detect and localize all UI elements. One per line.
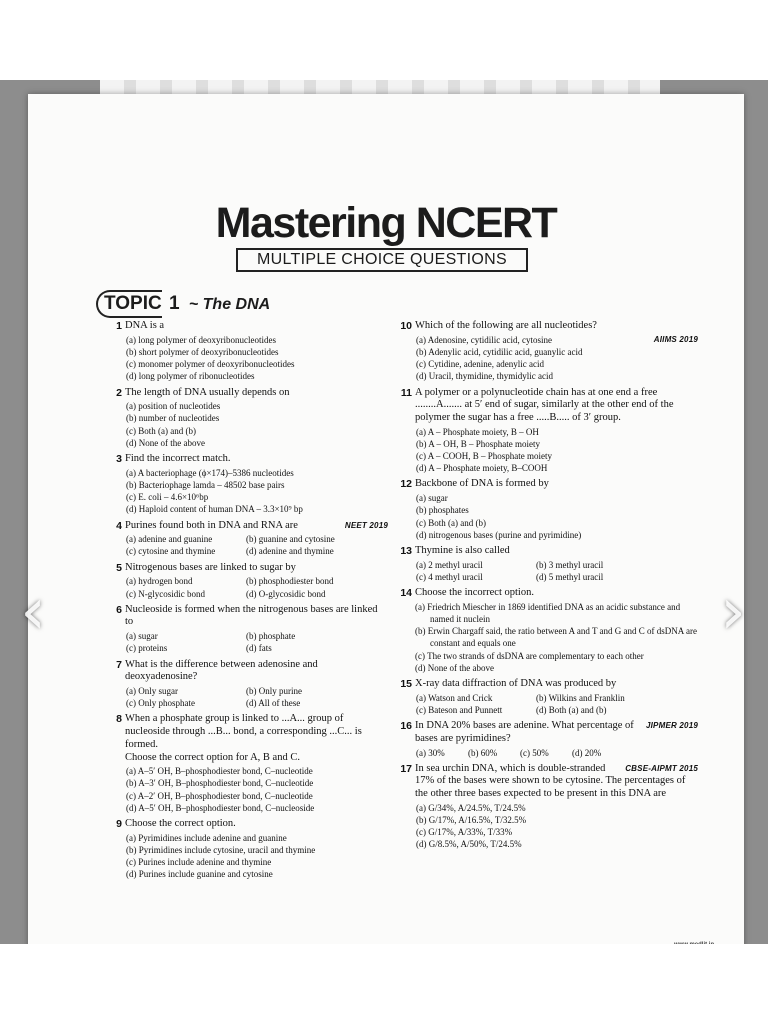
question-stem: Purines found both in DNA and RNA are bbox=[125, 519, 298, 531]
option[interactable]: (c) Only phosphate bbox=[126, 698, 195, 709]
option-text: (d) G/8.5%, A/50%, T/24.5% bbox=[416, 839, 522, 850]
question-text bbox=[125, 713, 388, 751]
question-7 bbox=[108, 659, 388, 710]
question-stem: Choose the incorrect option. bbox=[415, 587, 534, 599]
option[interactable] bbox=[415, 346, 698, 358]
question-number: 2 bbox=[116, 386, 122, 399]
question-number: 10 bbox=[400, 320, 412, 332]
options bbox=[415, 559, 698, 583]
option-row bbox=[415, 747, 698, 759]
topic-name: ~ The DNA bbox=[188, 296, 271, 313]
question-text bbox=[125, 562, 388, 575]
option-text: (c) Both (a) and (b) bbox=[126, 425, 196, 436]
question-number: 7 bbox=[116, 658, 122, 671]
question-text bbox=[125, 320, 388, 333]
option[interactable]: (b) phosphodiester bond bbox=[246, 576, 334, 587]
question-text bbox=[125, 659, 388, 684]
question-text bbox=[125, 604, 388, 629]
page-subtitle: MULTIPLE CHOICE QUESTIONS bbox=[236, 248, 528, 272]
question-6 bbox=[108, 604, 388, 655]
topic-heading bbox=[96, 290, 270, 318]
option-text: (b) A–3′ OH, B–phosphodiester bond, C–nucleotide bbox=[126, 778, 314, 789]
option[interactable] bbox=[415, 492, 698, 504]
question-5 bbox=[108, 562, 388, 600]
option-text: (a) Friedrich Miescher in 1869 identified DNA as an acidic substance and named it nuclein bbox=[415, 601, 681, 624]
options bbox=[125, 334, 388, 383]
question-stem: When a phosphate group is linked to ...A... group of nucleoside through ...B... bond, a corresponding ...C... is formed. bbox=[125, 713, 362, 750]
option[interactable]: (d) adenine and thymine bbox=[246, 546, 334, 557]
option-text: (a) A bacteriophage (ϕ×174)–5386 nucleotides bbox=[126, 467, 294, 478]
option[interactable]: (a) Only sugar bbox=[126, 685, 178, 696]
option-row bbox=[415, 704, 698, 716]
question-stem: DNA is a bbox=[125, 320, 165, 331]
option[interactable]: (b) phosphate bbox=[246, 631, 296, 642]
option[interactable]: (d) 5 methyl uracil bbox=[536, 571, 604, 582]
option[interactable] bbox=[415, 814, 698, 826]
option[interactable] bbox=[415, 625, 698, 649]
question-number: 14 bbox=[400, 587, 412, 600]
exam-tag: NEET 2019 bbox=[344, 520, 388, 530]
exam-tag: CBSE-AIPMT 2015 bbox=[625, 763, 698, 773]
question-text bbox=[415, 387, 698, 425]
option-text: (a) sugar bbox=[416, 493, 448, 504]
question-text bbox=[415, 678, 698, 691]
question-2 bbox=[108, 387, 388, 450]
option-text: (c) Purines include adenine and thymine bbox=[126, 857, 272, 868]
option-row bbox=[415, 571, 698, 583]
question-text bbox=[125, 520, 388, 533]
options bbox=[125, 467, 388, 516]
options bbox=[415, 747, 698, 759]
option[interactable]: (d) O-glycosidic bond bbox=[246, 588, 326, 599]
question-number: 3 bbox=[116, 453, 122, 466]
option-text: (d) None of the above bbox=[415, 662, 494, 673]
question-text bbox=[415, 320, 698, 333]
question-text bbox=[125, 387, 388, 400]
options bbox=[125, 832, 388, 881]
question-stem: Nitrogenous bases are linked to sugar by bbox=[125, 561, 296, 573]
option[interactable] bbox=[415, 802, 698, 814]
option[interactable] bbox=[415, 529, 698, 541]
option[interactable]: (c) Bateson and Punnett bbox=[416, 704, 503, 715]
option[interactable]: (c) proteins bbox=[126, 643, 168, 654]
option[interactable] bbox=[415, 517, 698, 529]
option[interactable] bbox=[125, 856, 388, 868]
option-text: (b) number of nucleotides bbox=[126, 413, 220, 424]
question-number: 8 bbox=[116, 713, 122, 726]
option-row bbox=[125, 545, 388, 557]
option[interactable] bbox=[125, 412, 388, 424]
option-text: (d) Purines include guanine and cytosine bbox=[126, 869, 273, 880]
option[interactable] bbox=[125, 467, 388, 479]
question-stem: Nucleoside is formed when the nitrogenous bases are linked to bbox=[125, 603, 378, 628]
option-text: (d) None of the above bbox=[126, 437, 205, 448]
option-row bbox=[125, 697, 388, 709]
question-number: 17 bbox=[400, 762, 412, 775]
options bbox=[415, 692, 698, 716]
option-text: (b) short polymer of deoxyribonucleotides bbox=[126, 346, 279, 357]
exam-tag: JIPMER 2019 bbox=[645, 721, 698, 731]
option[interactable]: (b) 60% bbox=[468, 747, 498, 758]
option-text: (a) Pyrimidines include adenine and guanine bbox=[126, 832, 287, 843]
option-row bbox=[125, 533, 388, 545]
option-text: (b) Bacteriophage lamda – 48502 base pairs bbox=[126, 479, 285, 490]
option[interactable] bbox=[415, 334, 698, 346]
option[interactable] bbox=[415, 650, 698, 662]
option-text: (a) A – Phosphate moiety, B – OH bbox=[416, 426, 539, 437]
question-number: 5 bbox=[116, 561, 122, 574]
options bbox=[125, 575, 388, 599]
question-number: 6 bbox=[116, 603, 122, 616]
option[interactable] bbox=[415, 462, 698, 474]
question-stem: Choose the correct option. bbox=[125, 818, 236, 830]
option-row bbox=[125, 588, 388, 600]
question-number: 1 bbox=[116, 320, 122, 332]
option[interactable]: (d) All of these bbox=[246, 698, 301, 709]
top-bar bbox=[0, 0, 768, 80]
question-4 bbox=[108, 520, 388, 558]
option[interactable] bbox=[415, 358, 698, 370]
option[interactable]: (d) fats bbox=[246, 643, 272, 654]
questions-right-column bbox=[398, 320, 698, 855]
question-stem: In DNA 20% bases are adenine. What percentage of bases are pyrimidines? bbox=[415, 720, 634, 744]
question-text bbox=[415, 720, 698, 745]
option-text: (d) A – Phosphate moiety, B–COOH bbox=[416, 463, 548, 474]
question-text bbox=[125, 453, 388, 466]
document-viewer[interactable] bbox=[0, 80, 768, 944]
option-text: (d) long polymer of ribonucleotides bbox=[126, 371, 255, 382]
option-row bbox=[125, 575, 388, 587]
question-instruction: Choose the correct option for A, B and C. bbox=[125, 751, 300, 763]
option-text: (c) Cytidine, adenine, adenylic acid bbox=[416, 359, 544, 370]
option[interactable] bbox=[125, 479, 388, 491]
question-stem: X-ray data diffraction of DNA was produced by bbox=[415, 677, 617, 689]
options bbox=[415, 492, 698, 541]
option[interactable] bbox=[125, 868, 388, 880]
option[interactable] bbox=[125, 832, 388, 844]
option[interactable] bbox=[125, 491, 388, 503]
option[interactable] bbox=[125, 790, 388, 802]
option-text: (b) Pyrimidines include cytosine, uracil and thymine bbox=[126, 844, 316, 855]
option-text: (d) nitrogenous bases (purine and pyrimidine) bbox=[416, 529, 582, 540]
options bbox=[125, 533, 388, 557]
option[interactable] bbox=[125, 844, 388, 856]
question-stem: What is the difference between adenosine and deoxyadenosine? bbox=[125, 658, 318, 683]
option[interactable] bbox=[125, 400, 388, 412]
options bbox=[415, 334, 698, 383]
question-number: 9 bbox=[116, 818, 122, 831]
question-stem: In sea urchin DNA, which is double-stranded 17% of the bases were shown to be cytosine. The percentages of the other three bases expected to be present in this DNA are bbox=[415, 762, 686, 800]
question-number: 16 bbox=[400, 720, 412, 733]
question-stem: Find the incorrect match. bbox=[125, 453, 231, 465]
question-stem: A polymer or a polynucleotide chain has at one end a free ........A....... at 5′ end of sugar, similarly at the other end of the polymer the sugar has a free .....B..... of 3′ group. bbox=[415, 386, 674, 423]
question-9 bbox=[108, 818, 388, 881]
option[interactable]: (c) 50% bbox=[520, 747, 549, 758]
question-16 bbox=[398, 720, 698, 759]
option[interactable]: (d) 20% bbox=[572, 747, 602, 758]
option-row bbox=[125, 642, 388, 654]
option[interactable] bbox=[125, 802, 388, 814]
option[interactable] bbox=[415, 826, 698, 838]
option-row bbox=[125, 630, 388, 642]
option[interactable] bbox=[125, 777, 388, 789]
option[interactable]: (a) sugar bbox=[126, 631, 158, 642]
options bbox=[125, 630, 388, 654]
option-text: (a) long polymer of deoxyribonucleotides bbox=[126, 334, 276, 345]
option-text: (d) Uracil, thymidine, thymidylic acid bbox=[416, 371, 553, 382]
option[interactable] bbox=[415, 838, 698, 850]
question-text bbox=[415, 478, 698, 491]
question-12 bbox=[398, 478, 698, 541]
document-page bbox=[28, 94, 744, 954]
option-text: (d) A–5′ OH, B–phosphodiester bond, C–nucleoside bbox=[126, 802, 315, 813]
option[interactable]: (c) 4 methyl uracil bbox=[416, 571, 483, 582]
question-number: 15 bbox=[400, 677, 412, 690]
option[interactable]: (c) N-glycosidic bond bbox=[126, 588, 205, 599]
option[interactable] bbox=[125, 358, 388, 370]
option-text: (b) phosphates bbox=[416, 505, 469, 516]
option[interactable] bbox=[125, 425, 388, 437]
option[interactable] bbox=[415, 438, 698, 450]
question-text bbox=[415, 587, 698, 600]
option-text: (c) Both (a) and (b) bbox=[416, 517, 486, 528]
options bbox=[125, 765, 388, 814]
questions-left-column bbox=[108, 320, 388, 885]
option[interactable] bbox=[125, 346, 388, 358]
option[interactable]: (a) 30% bbox=[416, 747, 445, 758]
page-title: Mastering NCERT bbox=[215, 199, 557, 247]
option[interactable] bbox=[415, 601, 698, 625]
option[interactable]: (c) cytosine and thymine bbox=[126, 546, 216, 557]
options bbox=[125, 400, 388, 449]
options bbox=[415, 802, 698, 851]
next-page-arrow-icon[interactable]: › bbox=[720, 575, 746, 649]
question-number: 13 bbox=[400, 544, 412, 557]
option[interactable] bbox=[125, 370, 388, 382]
option[interactable]: (a) hydrogen bond bbox=[126, 576, 193, 587]
question-text bbox=[125, 818, 388, 831]
option-text: (a) G/34%, A/24.5%, T/24.5% bbox=[416, 802, 526, 813]
option-row bbox=[415, 559, 698, 571]
question-1 bbox=[108, 320, 388, 383]
question-13 bbox=[398, 545, 698, 583]
question-11 bbox=[398, 387, 698, 475]
option-text: (c) E. coli – 4.6×10⁶bp bbox=[126, 492, 209, 503]
options bbox=[415, 426, 698, 475]
question-8 bbox=[108, 713, 388, 814]
option[interactable] bbox=[415, 504, 698, 516]
question-number: 12 bbox=[400, 478, 412, 491]
question-stem: The length of DNA usually depends on bbox=[125, 386, 290, 398]
option[interactable] bbox=[415, 370, 698, 382]
option[interactable]: (b) 3 methyl uracil bbox=[536, 559, 604, 570]
option[interactable] bbox=[415, 662, 698, 674]
option-text: (c) A–2′ OH, B–phosphodiester bond, C–nucleotide bbox=[126, 790, 313, 801]
option[interactable]: (b) Wilkins and Franklin bbox=[536, 692, 625, 703]
options bbox=[415, 601, 698, 674]
option-row bbox=[415, 692, 698, 704]
option[interactable] bbox=[125, 765, 388, 777]
option[interactable]: (a) adenine and guanine bbox=[126, 534, 213, 545]
option[interactable]: (b) Only purine bbox=[246, 685, 302, 696]
option-text: (b) Adenylic acid, cytidilic acid, guanylic acid bbox=[416, 346, 583, 357]
option[interactable] bbox=[125, 437, 388, 449]
option[interactable] bbox=[125, 334, 388, 346]
option-text: (b) G/17%, A/16.5%, T/32.5% bbox=[416, 815, 527, 826]
options bbox=[125, 685, 388, 709]
option-text: (c) The two strands of dsDNA are complementary to each other bbox=[415, 650, 644, 661]
question-17 bbox=[398, 763, 698, 851]
previous-page-edge bbox=[100, 80, 660, 94]
option[interactable] bbox=[415, 450, 698, 462]
option[interactable] bbox=[125, 503, 388, 515]
question-10 bbox=[398, 320, 698, 383]
question-stem: Which of the following are all nucleotides? bbox=[415, 320, 597, 331]
question-number: 4 bbox=[116, 519, 122, 532]
option-text: (c) monomer polymer of deoxyribonucleotides bbox=[126, 359, 295, 370]
topic-prefix: TOPIC bbox=[104, 293, 162, 314]
topic-number: 1 bbox=[169, 293, 180, 314]
option-text: (a) Adenosine, cytidilic acid, cytosine bbox=[416, 334, 552, 345]
option-text: (d) Haploid content of human DNA – 3.3×10⁹ bp bbox=[126, 504, 303, 515]
question-text bbox=[415, 545, 698, 558]
option[interactable]: (b) guanine and cytosine bbox=[246, 534, 335, 545]
question-text bbox=[415, 763, 698, 801]
option[interactable]: (a) Watson and Crick bbox=[416, 692, 493, 703]
topic-label bbox=[96, 290, 162, 318]
question-15 bbox=[398, 678, 698, 716]
option-text: (c) G/17%, A/33%, T/33% bbox=[416, 827, 513, 838]
option[interactable]: (d) Both (a) and (b) bbox=[536, 704, 607, 715]
option-text: (c) A – COOH, B – Phosphate moiety bbox=[416, 451, 552, 462]
option[interactable]: (a) 2 methyl uracil bbox=[416, 559, 483, 570]
question-14 bbox=[398, 587, 698, 674]
exam-tag: AIIMS 2019 bbox=[653, 334, 698, 344]
bottom-bar bbox=[0, 944, 768, 1024]
option-row bbox=[125, 685, 388, 697]
question-3 bbox=[108, 453, 388, 516]
option-text: (a) A–5′ OH, B–phosphodiester bond, C–nucleotide bbox=[126, 766, 313, 777]
question-stem: Backbone of DNA is formed by bbox=[415, 478, 549, 490]
option[interactable] bbox=[415, 426, 698, 438]
question-number: 11 bbox=[400, 386, 412, 399]
previous-page-arrow-icon[interactable]: ‹ bbox=[20, 575, 46, 649]
option-text: (a) position of nucleotides bbox=[126, 401, 221, 412]
option-text: (b) Erwin Chargaff said, the ratio between A and T and G and C of dsDNA are constant and equals one bbox=[415, 626, 698, 649]
question-stem: Thymine is also called bbox=[415, 544, 510, 556]
option-text: (b) A – OH, B – Phosphate moiety bbox=[416, 438, 540, 449]
